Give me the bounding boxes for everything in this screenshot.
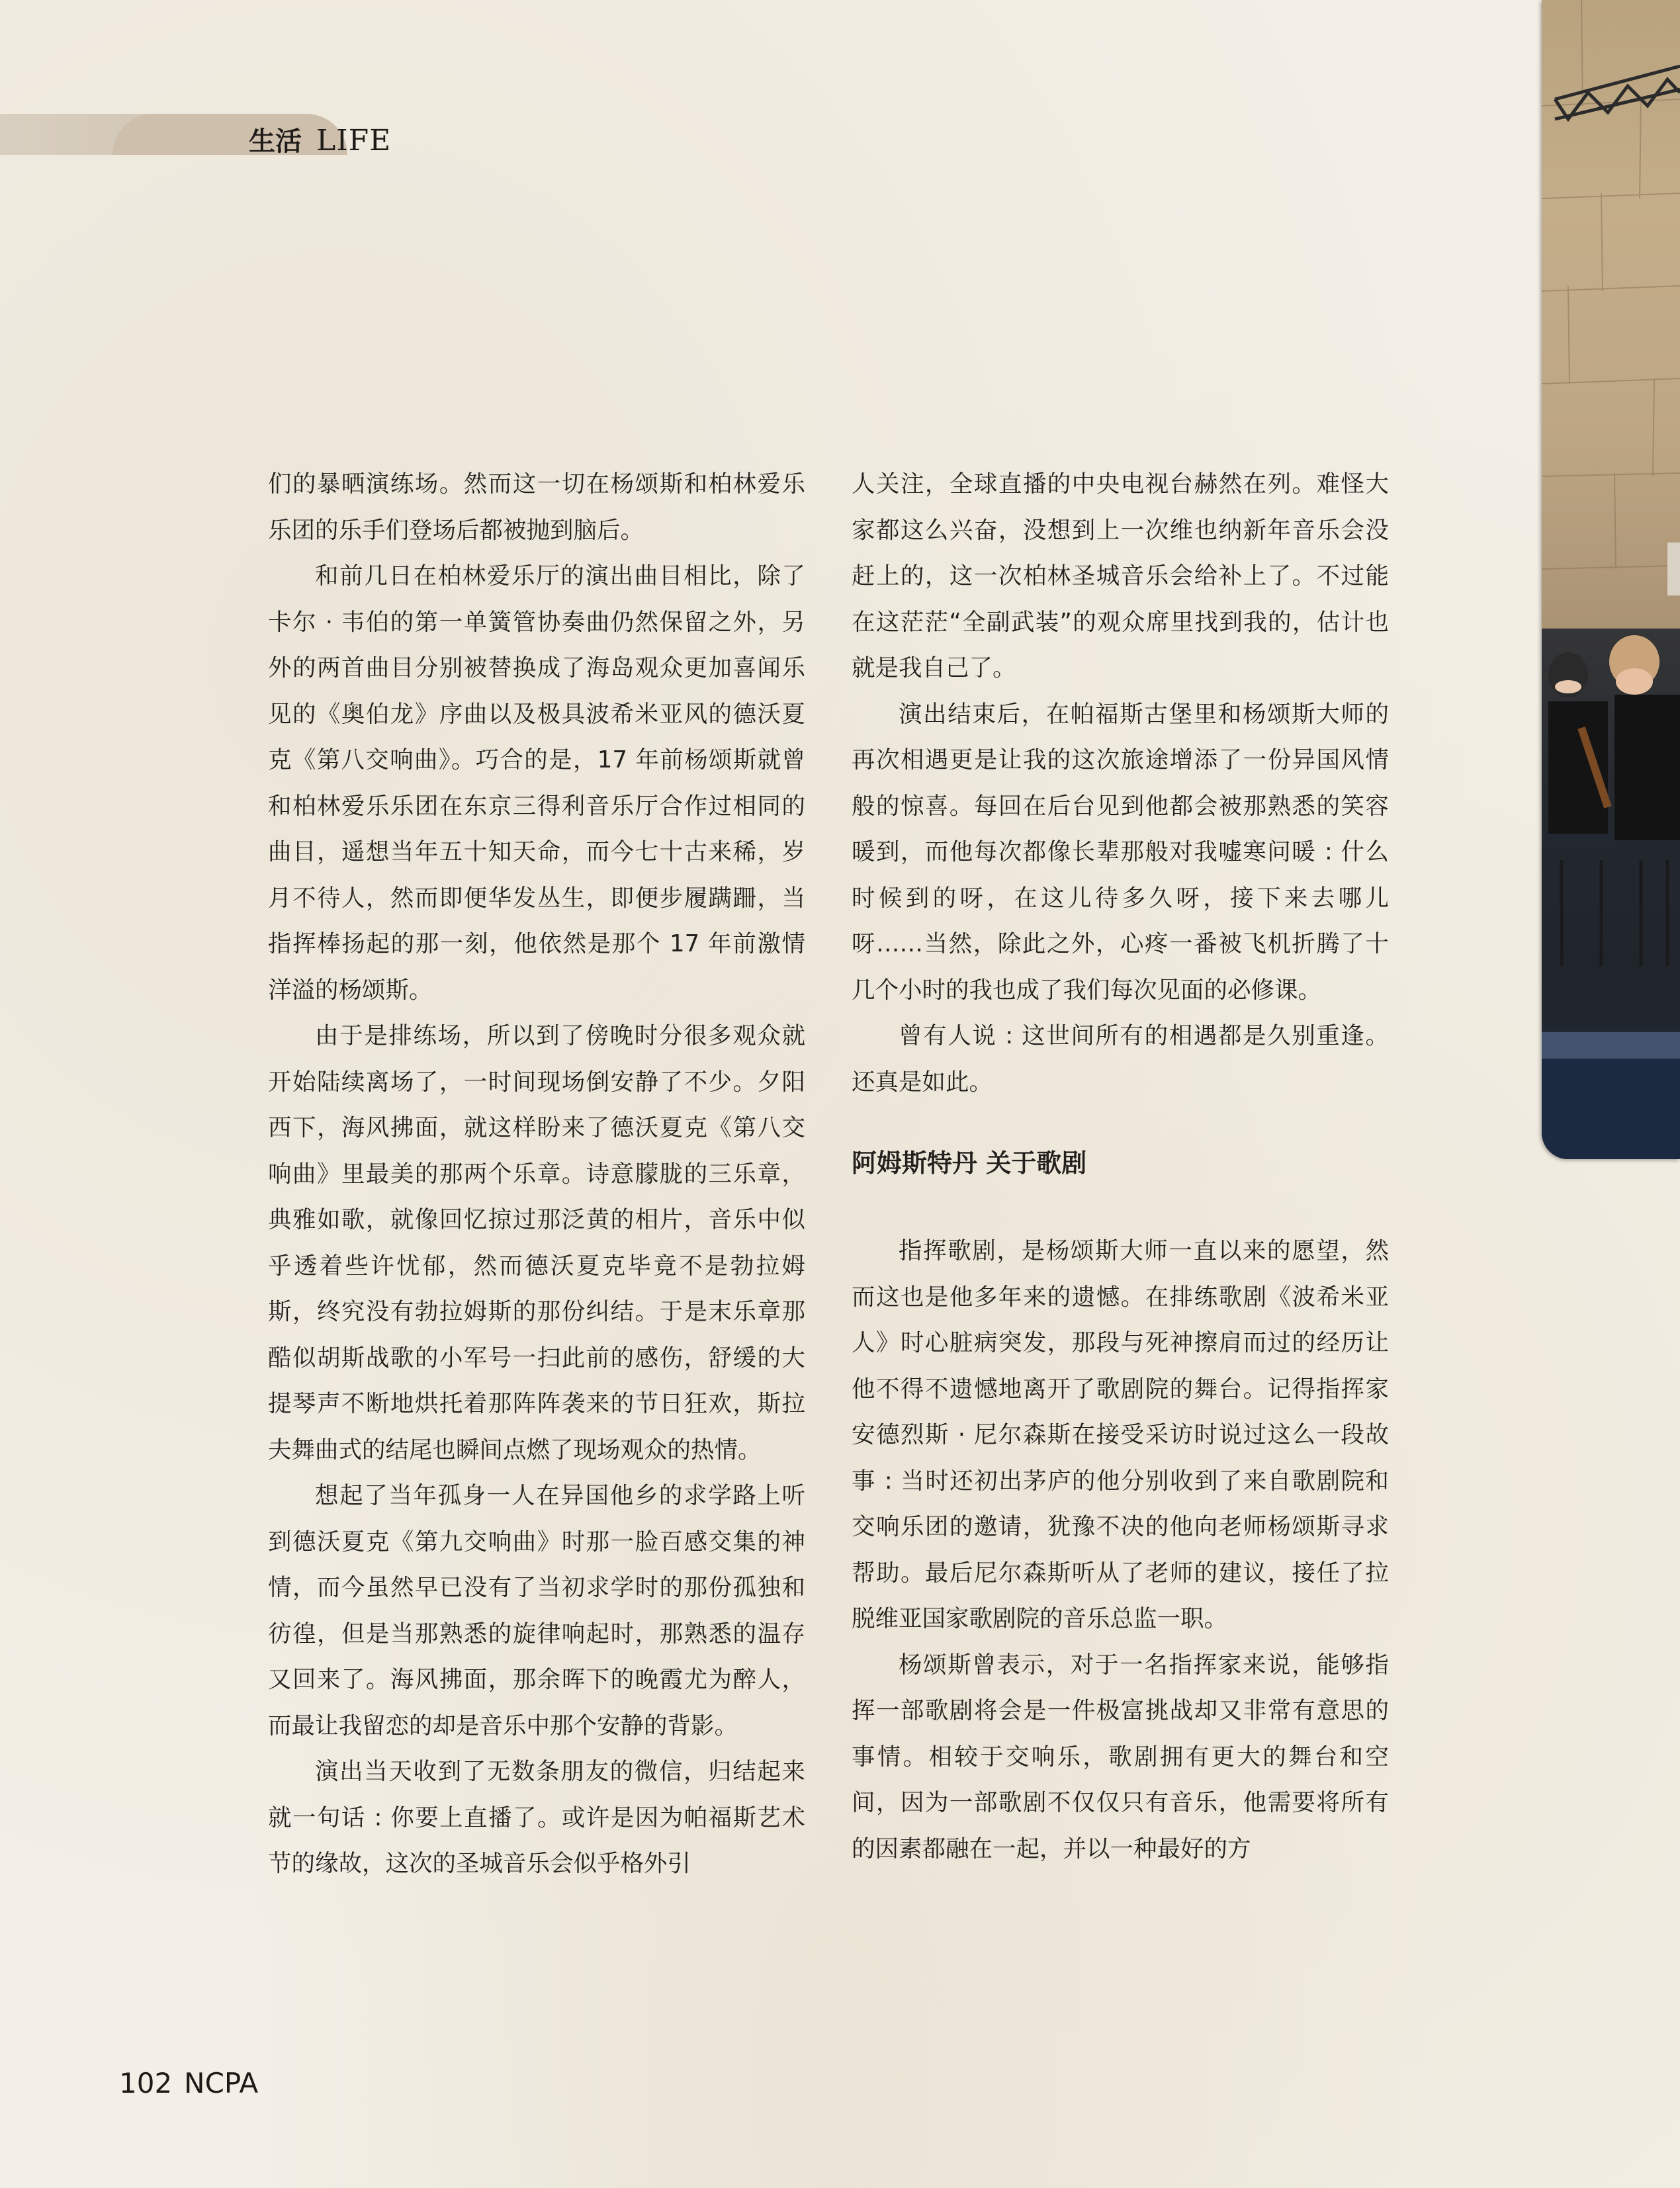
page-number: 102	[119, 2067, 173, 2099]
section-heading: 阿姆斯特丹 关于歌剧	[852, 1149, 1087, 1178]
paragraph: 演出当天收到了无数条朋友的微信，归结起来就一句话 : 你要上直播了。或许是因为帕福斯艺术节的缘故，这次的圣城音乐会似乎格外引	[268, 1758, 805, 1877]
article-column-right	[852, 461, 1389, 1872]
concert-photo-illustration	[1542, 0, 1680, 1159]
article-column-left	[268, 461, 805, 1887]
section-title-en: LIFE	[316, 124, 392, 157]
paragraph: 们的暴晒演练场。然而这一切在杨颂斯和柏林爱乐乐团的乐手们登场后都被抛到脑后。	[268, 470, 805, 544]
paragraph: 想起了当年孤身一人在异国他乡的求学路上听到德沃夏克《第九交响曲》时那一脸百感交集的神情，而今虽然早已没有了当初求学时的那份孤独和彷徨，但是当那熟悉的旋律响起时，那熟悉的温存又回来了。海风拂面，那余晖下的晚霞尤为醉人，而最让我留恋的却是音乐中那个安静的背影。	[268, 1482, 805, 1739]
section-header	[249, 120, 391, 160]
paragraph: 和前几日在柏林爱乐厅的演出曲目相比，除了卡尔 · 韦伯的第一单簧管协奏曲仍然保留之外，另外的两首曲目分别被替换成了海岛观众更加喜闻乐见的《奥伯龙》序曲以及极具波希米亚风的德沃夏克《第八交响曲》。巧合的是，17 年前杨颂斯就曾和柏林爱乐乐团在东京三得利音乐厅合作过相同的曲目，遥想当年五十知天命，而今七十古来稀，岁月不待人，然而即便华发丛生，即便步履蹒跚，当指挥棒扬起的那一刻，他依然是那个 17 年前激情洋溢的杨颂斯。	[268, 562, 805, 1004]
paragraph: 人关注，全球直播的中央电视台赫然在列。难怪大家都这么兴奋，没想到上一次维也纳新年音乐会没赶上的，这一次柏林圣城音乐会给补上了。不过能在这茫茫“全副武装”的观众席里找到我的，估计也就是我自己了。	[852, 470, 1389, 681]
section-title-cn: 生活	[249, 126, 302, 157]
page-footer	[119, 2067, 258, 2099]
concert-photo	[1542, 0, 1680, 1159]
paragraph: 演出结束后，在帕福斯古堡里和杨颂斯大师的再次相遇更是让我的这次旅途增添了一份异国风情般的惊喜。每回在后台见到他都会被那熟悉的笑容暖到，而他每次都像长辈那般对我嘘寒问暖 : 什么时候到的呀，在这儿待多久呀，接下来去哪儿呀……当然，除此之外，心疼一番被飞机折腾了十几个小时的我也成了我们每次见面的必修课。	[852, 700, 1389, 1004]
paragraph: 指挥歌剧，是杨颂斯大师一直以来的愿望，然而这也是他多年来的遗憾。在排练歌剧《波希米亚人》时心脏病突发，那段与死神擦肩而过的经历让他不得不遗憾地离开了歌剧院的舞台。记得指挥家安德烈斯 · 尼尔森斯在接受采访时说过这么一段故事 : 当时还初出茅庐的他分别收到了来自歌剧院和交响乐团的邀请，犹豫不决的他向老师杨颂斯寻求帮助。最后尼尔森斯听从了老师的建议，接任了拉脱维亚国家歌剧院的音乐总监一职。	[852, 1237, 1389, 1632]
magazine-name: NCPA	[184, 2067, 259, 2099]
paragraph: 曾有人说 : 这世间所有的相遇都是久别重逢。还真是如此。	[852, 1022, 1389, 1096]
paragraph: 由于是排练场，所以到了傍晚时分很多观众就开始陆续离场了，一时间现场倒安静了不少。夕阳西下，海风拂面，就这样盼来了德沃夏克《第八交响曲》里最美的那两个乐章。诗意朦胧的三乐章，典雅如歌，就像回忆掠过那泛黄的相片，音乐中似乎透着些许忧郁，然而德沃夏克毕竟不是勃拉姆斯，终究没有勃拉姆斯的那份纠结。于是末乐章那酷似胡斯战歌的小军号一扫此前的感伤，舒缓的大提琴声不断地烘托着那阵阵袭来的节日狂欢，斯拉夫舞曲式的结尾也瞬间点燃了现场观众的热情。	[268, 1022, 805, 1464]
paragraph: 杨颂斯曾表示，对于一名指挥家来说，能够指挥一部歌剧将会是一件极富挑战却又非常有意思的事情。相较于交响乐，歌剧拥有更大的舞台和空间，因为一部歌剧不仅仅只有音乐，他需要将所有的因素都融在一起，并以一种最好的方	[852, 1651, 1389, 1862]
